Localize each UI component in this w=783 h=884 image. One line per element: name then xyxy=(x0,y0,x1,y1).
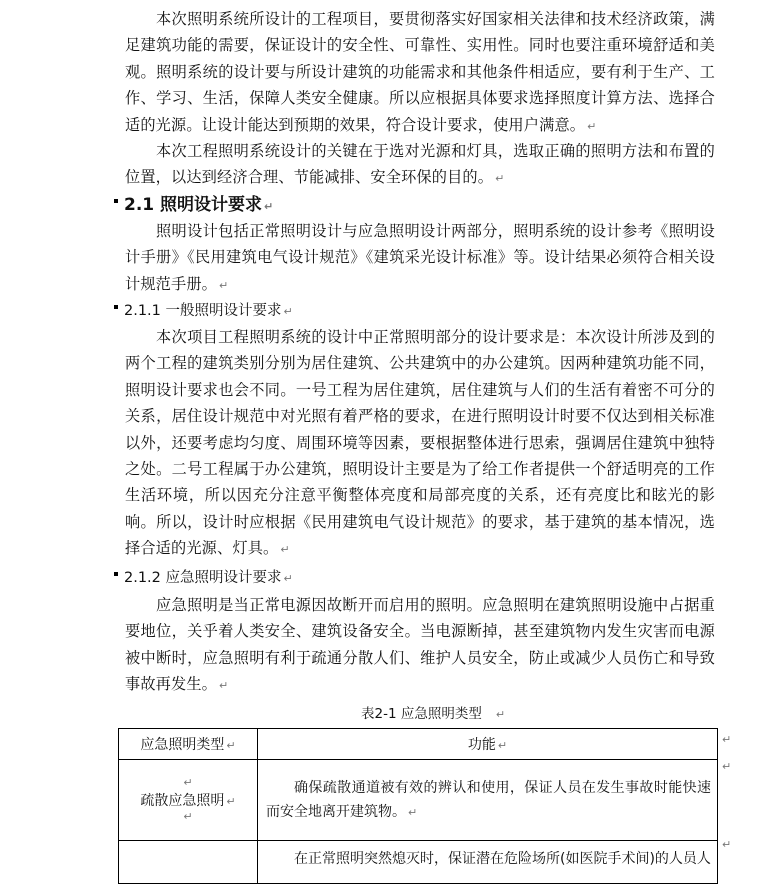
paragraph-emergency-lighting: 应急照明是当正常电源因故断开而启用的照明。应急照明在建筑照明设施中占据重要地位，关乎着人类安全、建筑设备安全。当电源断掉，甚至建筑物内发生灾害而电源被中断时，应急照明有利于疏通分散人们、维护人员安全，防止或减少人员伤亡和导致事故再发生。 ↵ xyxy=(125,596,715,694)
table-cell-function: 确保疏散通道被有效的辨认和使用，保证人员在发生事故时能快速而安全地离开建筑物。 ↵ xyxy=(258,760,718,841)
table-header-function: 功能 ↵ xyxy=(258,729,718,760)
table-row-end-mark: ↵ xyxy=(722,733,732,746)
paragraph-intro: 本次照明系统所设计的工程项目，要贯彻落实好国家相关法律和技术经济政策，满足建筑功能的需要，保证设计的安全性、可靠性、实用性。同时也要注重环境舒适和美观。照明系统的设计要与所设计建筑的功能需求和其他条件相适应，要有利于生产、工作、学习、生活，保障人类安全健康。所以应根据具体要求选择照度计算方法、选择合适的光源。让设计能达到预期的效果，符合设计要求，使用户满意。 ↵ xyxy=(125,10,715,134)
paragraph-lighting-design: 照明设计包括正常照明设计与应急照明设计两部分，照明系统的设计参考《照明设计手册》《民用建筑电气设计规范》《建筑采光设计标准》等。设计结果必须符合相关设计规范手册。 ↵ xyxy=(125,222,715,293)
heading-2-1: 2.1 照明设计要求 ↵ xyxy=(114,193,273,219)
table-cell-type xyxy=(119,841,258,884)
table-header-row xyxy=(119,729,718,760)
table-cell-function: 在正常照明突然熄灭时，保证潜在危险场所(如医院手术间)的人员人 xyxy=(258,841,718,884)
table-cell-type: ↵ 疏散应急照明 ↵ ↵ xyxy=(119,760,258,841)
heading-2-1-1: 2.1.1 一般照明设计要求 ↵ xyxy=(114,300,293,323)
paragraph-key-points: 本次工程照明系统设计的关键在于选对光源和灯具，选取正确的照明方法和布置的位置，以达到经济合理、节能减排、安全环保的目的。 ↵ xyxy=(125,142,715,187)
table-row xyxy=(119,760,718,841)
table-row-end-mark: ↵ xyxy=(722,838,732,851)
heading-2-1-2: 2.1.2 应急照明设计要求 ↵ xyxy=(114,567,293,590)
table-header-type: 应急照明类型 ↵ xyxy=(119,729,258,760)
table-row xyxy=(119,841,718,884)
emergency-lighting-table xyxy=(118,728,718,884)
paragraph-general-lighting: 本次项目工程照明系统的设计中正常照明部分的设计要求是：本次设计所涉及到的两个工程的建筑类别分别为居住建筑、公共建筑中的办公建筑。因两种建筑功能不同，照明设计要求也会不同。一号工程为居住建筑，居住建筑与人们的生活有着密不可分的关系，居住设计规范中对光照有着严格的要求，在进行照明设计时要不仅达到相关标准以外，还要考虑均匀度、周围环境等因素，要根据整体进行思索，强调居住建筑中独特之处。二号工程属于办公建筑，照明设计主要是为了给工作者提供一个舒适明亮的工作生活环境，所以因充分注意平衡整体亮度和局部亮度的关系，还有亮度比和眩光的影响。所以，设计时应根据《民用建筑电气设计规范》的要求，基于建筑的基本情况，选择合适的光源、灯具。 ↵ xyxy=(125,328,715,558)
table-row-end-mark: ↵ xyxy=(722,760,732,773)
table-caption: 表2-1 应急照明类型 ↵ xyxy=(361,706,506,722)
